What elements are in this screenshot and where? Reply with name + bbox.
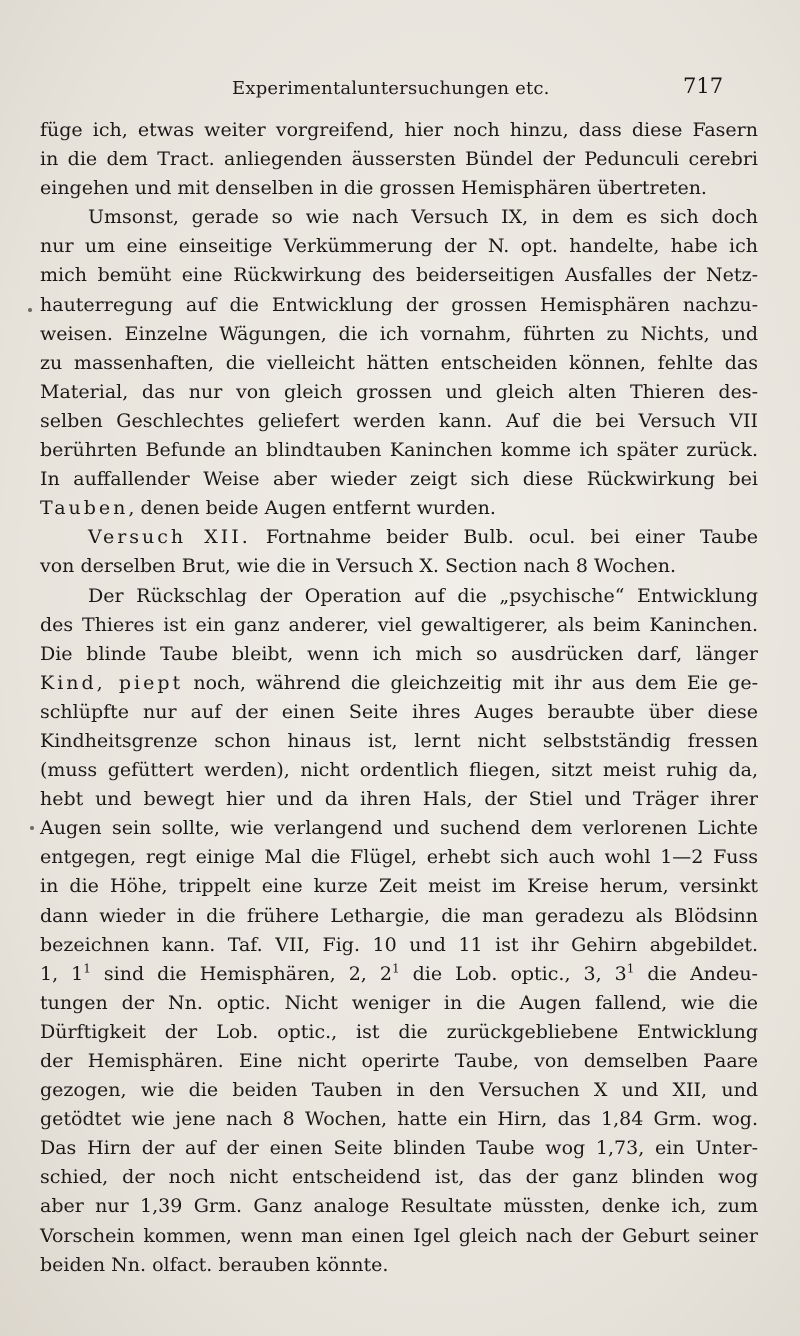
text-line: in die Höhe, trippelt eine kurze Zeit meist im Kreise herum, versinkt xyxy=(40,875,758,898)
text-line: nur um eine einseitige Verkümmerung der N. opt. handelte, habe ich xyxy=(40,235,758,258)
text-span: , denen beide Augen entfernt wurden. xyxy=(128,497,496,520)
text-line xyxy=(40,494,758,523)
text-line: bezeichnen kann. Taf. VII, Fig. 10 und 11 ist ihr Gehirn abgebildet. xyxy=(40,933,758,956)
text-line: dann wieder in die frühere Lethargie, die man geradezu als Blödsinn xyxy=(40,904,758,927)
text-line: Dürftigkeit der Lob. optic., ist die zurückgebliebene Entwicklung xyxy=(40,1020,758,1043)
text-line xyxy=(40,669,758,698)
text-line: gezogen, wie die beiden Tauben in den Versuchen X und XII, und xyxy=(40,1079,758,1102)
text-line: des Thieres ist ein ganz anderer, viel gewaltigerer, als beim Kaninchen. xyxy=(40,613,758,636)
text-line: mich bemüht eine Rückwirkung des beiderseitigen Ausfalles der Netz- xyxy=(40,264,758,287)
experiment-heading: Versuch XII. xyxy=(88,526,251,549)
text-line: schied, der noch nicht entscheidend ist, das der ganz blinden wog xyxy=(40,1166,758,1189)
paragraph-start: Umsonst, gerade so wie nach Versuch IX, in dem es sich doch xyxy=(88,206,758,229)
text-line: zu massenhaften, die vielleicht hätten entscheiden können, fehlte das xyxy=(40,351,758,374)
text-span: die Lob. optic., 3, 3 xyxy=(399,962,627,985)
text-line: der Hemisphären. Eine nicht operirte Taube, von demselben Paare xyxy=(40,1050,758,1072)
page-number: 717 xyxy=(683,74,724,98)
text-line: Material, das nur von gleich grossen und gleich alten Thieren des- xyxy=(40,380,758,403)
text-line xyxy=(40,960,758,989)
text-line: berührten Befunde an blindtauben Kaninchen komme ich später zurück. xyxy=(40,439,758,462)
text-line: schlüpfte nur auf der einen Seite ihres Auges beraubte über diese xyxy=(40,700,758,723)
paragraph-start xyxy=(40,523,758,552)
text-line: In auffallender Weise aber wieder zeigt sich diese Rückwirkung bei xyxy=(40,468,758,491)
text-line: hebt und bewegt hier und da ihren Hals, der Stiel und Träger ihrer xyxy=(40,788,758,811)
text-line: tungen der Nn. optic. Nicht weniger in die Augen fallend, wie die xyxy=(40,991,758,1014)
superscript: 1 xyxy=(391,961,400,976)
text-line: entgegen, regt einige Mal die Flügel, erhebt sich auch wohl 1—2 Fuss xyxy=(40,846,758,869)
text-span: 1, 1 xyxy=(40,962,84,985)
text-line: (muss gefüttert werden), nicht ordentlich fliegen, sitzt meist ruhig da, xyxy=(40,759,758,782)
text-line: Augen sein sollte, wie verlangend und suchend dem verlorenen Lichte xyxy=(40,817,758,840)
text-span: sind die Hemisphären, 2, 2 xyxy=(90,962,392,985)
margin-mark xyxy=(28,308,32,312)
text-line: selben Geschlechtes geliefert werden kann. Auf die bei Versuch VII xyxy=(40,409,758,432)
text-line: eingehen und mit denselben in die grossen Hemisphären übertreten. xyxy=(40,177,707,200)
text-line: weisen. Einzelne Wägungen, die ich vornahm, führten zu Nichts, und xyxy=(40,322,758,345)
spaced-word: Kind, piept xyxy=(40,671,184,694)
margin-mark xyxy=(30,826,34,830)
spaced-word: Tauben xyxy=(40,497,129,520)
text-line: beiden Nn. olfact. berauben könnte. xyxy=(40,1253,389,1276)
text-line: getödtet wie jene nach 8 Wochen, hatte ein Hirn, das 1,84 Grm. wog. xyxy=(40,1108,758,1131)
running-head: Experimentaluntersuchungen etc. xyxy=(232,78,550,99)
superscript: 1 xyxy=(626,961,635,976)
text-line: Vorschein kommen, wenn man einen Igel gleich nach der Geburt seiner xyxy=(40,1224,758,1247)
text-span: die Andeu- xyxy=(634,962,758,985)
text-line: hauterregung auf die Entwicklung der grossen Hemisphären nachzu- xyxy=(40,293,758,316)
superscript: 1 xyxy=(83,961,91,976)
text-line: Kindheitsgrenze schon hinaus ist, lernt nicht selbstständig fressen xyxy=(40,729,758,752)
page-header xyxy=(0,74,800,104)
text-line: füge ich, etwas weiter vorgreifend, hier noch hinzu, dass diese Fasern xyxy=(40,119,758,141)
text-line: Das Hirn der auf der einen Seite blinden Taube wog 1,73, ein Unter- xyxy=(40,1137,758,1160)
text-span: noch, während die gleichzeitig mit ihr aus dem Eie ge- xyxy=(183,671,758,694)
text-line: aber nur 1,39 Grm. Ganz analoge Resultate müssten, denke ich, zum xyxy=(40,1195,758,1218)
body-text xyxy=(40,116,758,1280)
paragraph-start: Der Rückschlag der Operation auf die „psychische“ Entwicklung xyxy=(88,584,758,607)
text-line: in die dem Tract. anliegenden äussersten Bündel der Pedunculi cerebri xyxy=(40,148,758,171)
text-line: von derselben Brut, wie die in Versuch X. Section nach 8 Wochen. xyxy=(40,555,677,578)
text-line: Die blinde Taube bleibt, wenn ich mich so ausdrücken darf, länger xyxy=(40,642,758,665)
text-span: Fortnahme beider Bulb. ocul. bei einer Taube xyxy=(250,526,758,549)
